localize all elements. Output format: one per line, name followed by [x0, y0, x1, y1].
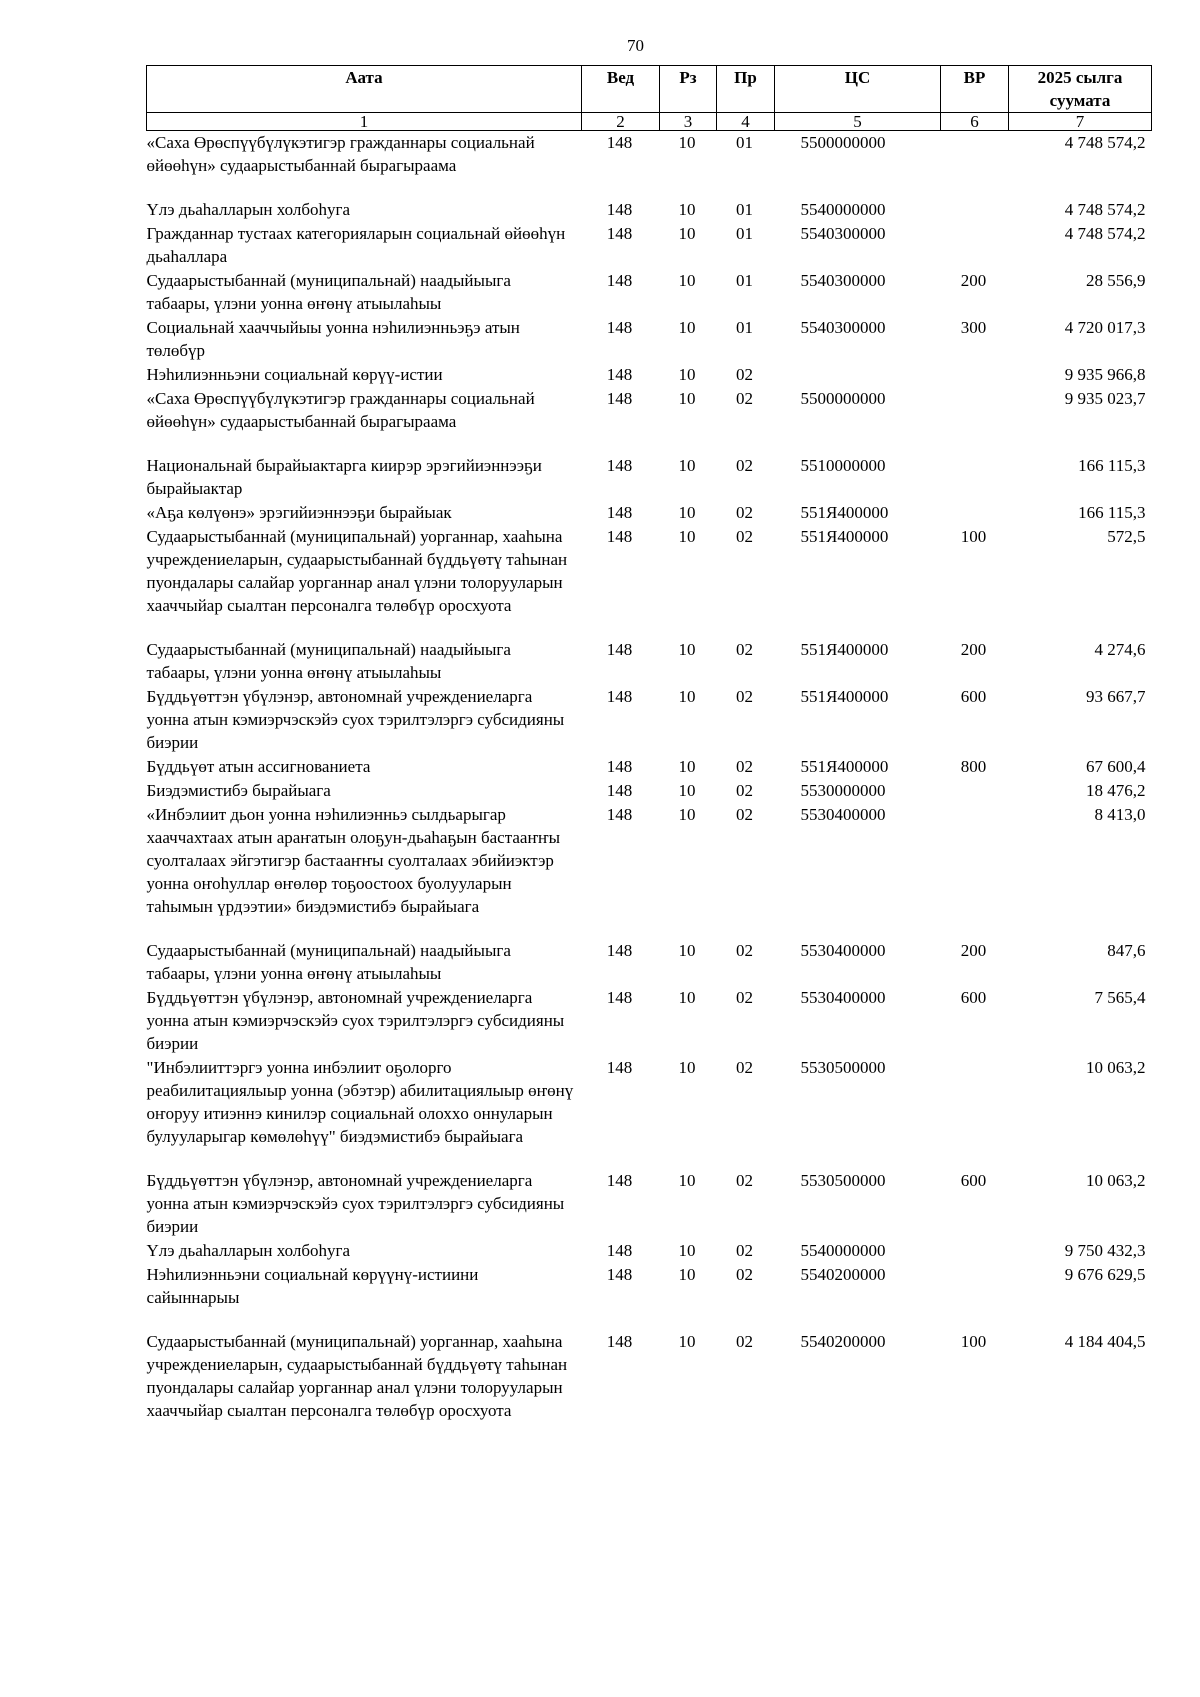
row-vr — [941, 387, 1009, 454]
row-amount: 4 184 404,5 — [1064, 1332, 1146, 1351]
header-pr: Пр — [717, 66, 775, 113]
row-pr: 02 — [736, 527, 753, 546]
row-amount: 9 935 966,8 — [1064, 365, 1146, 384]
header-rz: Рз — [660, 66, 717, 113]
header-ved: Вед — [582, 66, 660, 113]
table-row — [147, 222, 1152, 269]
header-vr: ВР — [941, 66, 1009, 113]
row-name: Нэһилиэнньэни социальнай көрүү-истии — [146, 365, 443, 384]
row-cs: 5530500000 — [800, 1058, 886, 1077]
row-name: «Аҕа көлүөнэ» эрэгийиэннээҕи бырайыак — [146, 503, 452, 522]
row-rz: 10 — [678, 805, 696, 824]
row-pr: 02 — [736, 687, 753, 706]
row-cs: 5540300000 — [800, 271, 886, 290]
row-amount: 166 115,3 — [1078, 456, 1146, 475]
header-name: Аата — [147, 66, 582, 113]
row-name: Судаарыстыбаннай (муниципальнай) уорганнар, хааһына учреждениеларын, судаарыстыбаннай бүддьүөтү таһынан пуондалары салайар уорганнар анал үлэни толорууларын хааччыйар сыалтан персоналга төлөбүр оросхуота — [146, 527, 568, 615]
row-pr: 02 — [736, 389, 753, 408]
row-amount: 67 600,4 — [1086, 757, 1146, 776]
table-row — [147, 779, 1152, 803]
column-number: 4 — [717, 113, 775, 131]
row-amount: 4 720 017,3 — [1064, 318, 1146, 337]
row-vr — [941, 1056, 1009, 1169]
table-body — [147, 131, 1152, 1424]
row-amount: 8 413,0 — [1094, 805, 1146, 824]
row-pr: 01 — [736, 271, 753, 290]
row-name: Судаарыстыбаннай (муниципальнай) уорганнар, хааһына учреждениеларын, судаарыстыбаннай бүддьүөтү таһынан пуондалары салайар уорганнар анал үлэни толорууларын хааччыйар сыалтан персоналга төлөбүр оросхуота — [146, 1332, 568, 1420]
row-vr — [941, 222, 1009, 269]
row-ved: 148 — [606, 503, 633, 522]
table-row — [147, 198, 1152, 222]
row-vr — [941, 363, 1009, 387]
column-number: 5 — [775, 113, 941, 131]
row-vr: 200 — [960, 941, 987, 960]
row-rz: 10 — [678, 200, 696, 219]
table-row — [147, 685, 1152, 755]
row-vr — [941, 454, 1009, 501]
column-number: 3 — [660, 113, 717, 131]
row-name: Үлэ дьаһалларын холбоһуга — [146, 200, 351, 219]
row-name: Социальнай хааччыйыы уонна нэһилиэнньэҕэ атын төлөбүр — [146, 318, 520, 360]
table-row — [147, 1239, 1152, 1263]
row-amount: 4 748 574,2 — [1064, 200, 1146, 219]
row-pr: 02 — [736, 1058, 753, 1077]
row-rz: 10 — [678, 133, 696, 152]
row-pr: 02 — [736, 1332, 753, 1351]
row-amount: 93 667,7 — [1086, 687, 1146, 706]
row-name: Бүддьүөт атын ассигнованиета — [146, 757, 371, 776]
row-ved: 148 — [606, 988, 633, 1007]
row-pr: 01 — [736, 318, 753, 337]
row-name: «Инбэлиит дьон уонна нэһилиэнньэ сылдьарыгар хааччахтаах атын араҥатын олоҕун-дьаһаҕын бастааҥҥы суолталаах эйгэтигэр бастааҥҥы суолталаах эбийиэктэр уонна оҥоһуллар өҥөлөр тоҕоостоох буолууларын таһымын үрдээтии» биэдэмистибэ бырайыага — [146, 805, 561, 916]
row-pr: 01 — [736, 200, 753, 219]
row-pr: 02 — [736, 1241, 753, 1260]
row-pr: 01 — [736, 224, 753, 243]
row-amount: 847,6 — [1107, 941, 1146, 960]
row-amount: 18 476,2 — [1086, 781, 1146, 800]
row-ved: 148 — [606, 1265, 633, 1284]
row-ved: 148 — [606, 781, 633, 800]
row-name: Бүддьүөттэн үбүлэнэр, автономнай учреждениеларга уонна атын кэмиэрчэскэйэ суох тэрилтэлэргэ субсидияны биэрии — [146, 687, 565, 752]
table-row — [147, 638, 1152, 685]
row-pr: 02 — [736, 640, 753, 659]
row-vr — [941, 779, 1009, 803]
row-pr: 02 — [736, 1265, 753, 1284]
row-pr: 02 — [736, 805, 753, 824]
row-rz: 10 — [678, 687, 696, 706]
row-ved: 148 — [606, 200, 633, 219]
row-rz: 10 — [678, 757, 696, 776]
row-cs: 5540000000 — [800, 1241, 886, 1260]
row-cs: 551Я400000 — [800, 640, 889, 659]
row-pr: 01 — [736, 133, 753, 152]
column-number: 2 — [582, 113, 660, 131]
row-pr: 02 — [736, 1171, 753, 1190]
table-row — [147, 131, 1152, 199]
row-cs: 5540300000 — [800, 224, 886, 243]
table-row — [147, 1330, 1152, 1423]
row-cs: 551Я400000 — [800, 757, 889, 776]
table-row — [147, 939, 1152, 986]
row-rz: 10 — [678, 1241, 696, 1260]
row-ved: 148 — [606, 224, 633, 243]
row-ved: 148 — [606, 456, 633, 475]
row-ved: 148 — [606, 527, 633, 546]
row-rz: 10 — [678, 271, 696, 290]
row-rz: 10 — [678, 389, 696, 408]
row-rz: 10 — [678, 781, 696, 800]
row-cs: 5530000000 — [800, 781, 886, 800]
row-name: Үлэ дьаһалларын холбоһуга — [146, 1241, 351, 1260]
row-amount: 10 063,2 — [1086, 1058, 1146, 1077]
header-row — [147, 66, 1152, 113]
row-ved: 148 — [606, 1171, 633, 1190]
row-cs: 5530400000 — [800, 988, 886, 1007]
row-rz: 10 — [678, 1265, 696, 1284]
row-amount: 9 676 629,5 — [1064, 1265, 1146, 1284]
row-ved: 148 — [606, 133, 633, 152]
row-amount: 4 748 574,2 — [1064, 133, 1146, 152]
row-name: Судаарыстыбаннай (муниципальнай) наадыйыыга табаары, үлэни уонна өҥөнү атыылаһыы — [146, 640, 511, 682]
table-row — [147, 454, 1152, 501]
row-vr: 600 — [960, 988, 987, 1007]
row-cs: 551Я400000 — [800, 527, 889, 546]
row-cs: 5500000000 — [800, 389, 886, 408]
row-pr: 02 — [736, 365, 753, 384]
table-row — [147, 316, 1152, 363]
row-vr — [941, 501, 1009, 525]
table-row — [147, 803, 1152, 939]
row-name: Судаарыстыбаннай (муниципальнай) наадыйыыга табаары, үлэни уонна өҥөнү атыылаһыы — [146, 941, 511, 983]
page-number: 70 — [627, 36, 644, 55]
row-cs: 5540300000 — [800, 318, 886, 337]
row-name: Национальнай бырайыактарга киирэр эрэгийиэннээҕи бырайыактар — [146, 456, 542, 498]
row-vr: 300 — [960, 318, 987, 337]
row-pr: 02 — [736, 941, 753, 960]
row-rz: 10 — [678, 941, 696, 960]
row-name: Биэдэмистибэ бырайыага — [146, 781, 331, 800]
row-rz: 10 — [678, 318, 696, 337]
column-number: 7 — [1009, 113, 1152, 131]
row-rz: 10 — [678, 1332, 696, 1351]
row-vr: 600 — [960, 1171, 987, 1190]
row-amount: 7 565,4 — [1094, 988, 1146, 1007]
row-vr: 600 — [960, 687, 987, 706]
row-rz: 10 — [678, 456, 696, 475]
row-vr — [941, 1263, 1009, 1330]
row-rz: 10 — [678, 527, 696, 546]
table-row — [147, 755, 1152, 779]
row-rz: 10 — [678, 1058, 696, 1077]
table-row — [147, 363, 1152, 387]
row-amount: 9 935 023,7 — [1064, 389, 1146, 408]
row-cs: 5500000000 — [800, 133, 886, 152]
row-ved: 148 — [606, 365, 633, 384]
row-name: Гражданнар тустаах категорияларын социальнай өйөөһүн дьаһаллара — [146, 224, 566, 266]
row-ved: 148 — [606, 687, 633, 706]
table-row — [147, 1263, 1152, 1330]
row-amount: 166 115,3 — [1078, 503, 1146, 522]
table-row — [147, 501, 1152, 525]
row-rz: 10 — [678, 503, 696, 522]
row-rz: 10 — [678, 365, 696, 384]
row-amount: 10 063,2 — [1086, 1171, 1146, 1190]
row-amount: 4 748 574,2 — [1064, 224, 1146, 243]
row-ved: 148 — [606, 805, 633, 824]
row-rz: 10 — [678, 988, 696, 1007]
row-rz: 10 — [678, 224, 696, 243]
row-vr: 100 — [960, 527, 987, 546]
row-cs: 5530500000 — [800, 1171, 886, 1190]
budget-table — [146, 65, 1152, 1423]
table-row — [147, 1169, 1152, 1239]
row-cs: 551Я400000 — [800, 687, 889, 706]
column-number-row — [147, 113, 1152, 131]
row-ved: 148 — [606, 757, 633, 776]
row-cs: 5530400000 — [800, 941, 886, 960]
table-row — [147, 525, 1152, 638]
row-pr: 02 — [736, 757, 753, 776]
row-name: Судаарыстыбаннай (муниципальнай) наадыйыыга табаары, үлэни уонна өҥөнү атыылаһыы — [146, 271, 511, 313]
row-cs: 5510000000 — [800, 456, 886, 475]
row-ved: 148 — [606, 271, 633, 290]
row-pr: 02 — [736, 781, 753, 800]
row-ved: 148 — [606, 1241, 633, 1260]
row-cs: 5540200000 — [800, 1265, 886, 1284]
row-name: Бүддьүөттэн үбүлэнэр, автономнай учреждениеларга уонна атын кэмиэрчэскэйэ суох тэрилтэлэргэ субсидияны биэрии — [146, 988, 565, 1053]
row-vr: 100 — [960, 1332, 987, 1351]
row-pr: 02 — [736, 988, 753, 1007]
row-amount: 9 750 432,3 — [1064, 1241, 1146, 1260]
row-vr: 200 — [960, 640, 987, 659]
row-cs: 5540000000 — [800, 200, 886, 219]
row-ved: 148 — [606, 318, 633, 337]
row-ved: 148 — [606, 389, 633, 408]
header-cs: ЦС — [775, 66, 941, 113]
row-name: "Инбэлииттэргэ уонна инбэлиит оҕолорго реабилитациялыыр уонна (эбэтэр) абилитациялыыр өҥөнү оҥоруу итиэннэ кинилэр социальнай олохxo оннуларын булууларыгар көмөлөһүү" биэдэмистибэ бырайыага — [146, 1058, 574, 1146]
table-row — [147, 986, 1152, 1056]
row-amount: 28 556,9 — [1086, 271, 1146, 290]
header-amount: 2025 сылга суумата — [1009, 66, 1152, 113]
row-cs: 5540200000 — [800, 1332, 886, 1351]
row-name: Нэһилиэнньэни социальнай көрүүнү-истиини сайыннарыы — [146, 1265, 479, 1307]
row-amount: 4 274,6 — [1094, 640, 1146, 659]
row-rz: 10 — [678, 1171, 696, 1190]
row-name: «Саха Өрөспүүбүлүкэтигэр гражданнары социальнай өйөөһүн» судаарыстыбаннай бырагыраама — [146, 133, 535, 175]
row-name: Бүддьүөттэн үбүлэнэр, автономнай учреждениеларга уонна атын кэмиэрчэскэйэ суох тэрилтэлэргэ субсидияны биэрии — [146, 1171, 565, 1236]
row-amount: 572,5 — [1107, 527, 1146, 546]
row-vr — [941, 198, 1009, 222]
row-rz: 10 — [678, 640, 696, 659]
row-pr: 02 — [736, 503, 753, 522]
row-vr: 800 — [960, 757, 987, 776]
table-row — [147, 387, 1152, 454]
row-cs: 551Я400000 — [800, 503, 889, 522]
row-pr: 02 — [736, 456, 753, 475]
row-vr: 200 — [960, 271, 987, 290]
row-vr — [941, 803, 1009, 939]
row-cs — [775, 363, 941, 387]
row-cs: 5530400000 — [800, 805, 886, 824]
column-number: 1 — [147, 113, 582, 131]
column-number: 6 — [941, 113, 1009, 131]
row-ved: 148 — [606, 1332, 633, 1351]
table-row — [147, 269, 1152, 316]
row-name: «Саха Өрөспүүбүлүкэтигэр гражданнары социальнай өйөөһүн» судаарыстыбаннай бырагыраама — [146, 389, 535, 431]
row-vr — [941, 131, 1009, 199]
row-ved: 148 — [606, 1058, 633, 1077]
table-row — [147, 1056, 1152, 1169]
row-vr — [941, 1239, 1009, 1263]
row-ved: 148 — [606, 941, 633, 960]
row-ved: 148 — [606, 640, 633, 659]
